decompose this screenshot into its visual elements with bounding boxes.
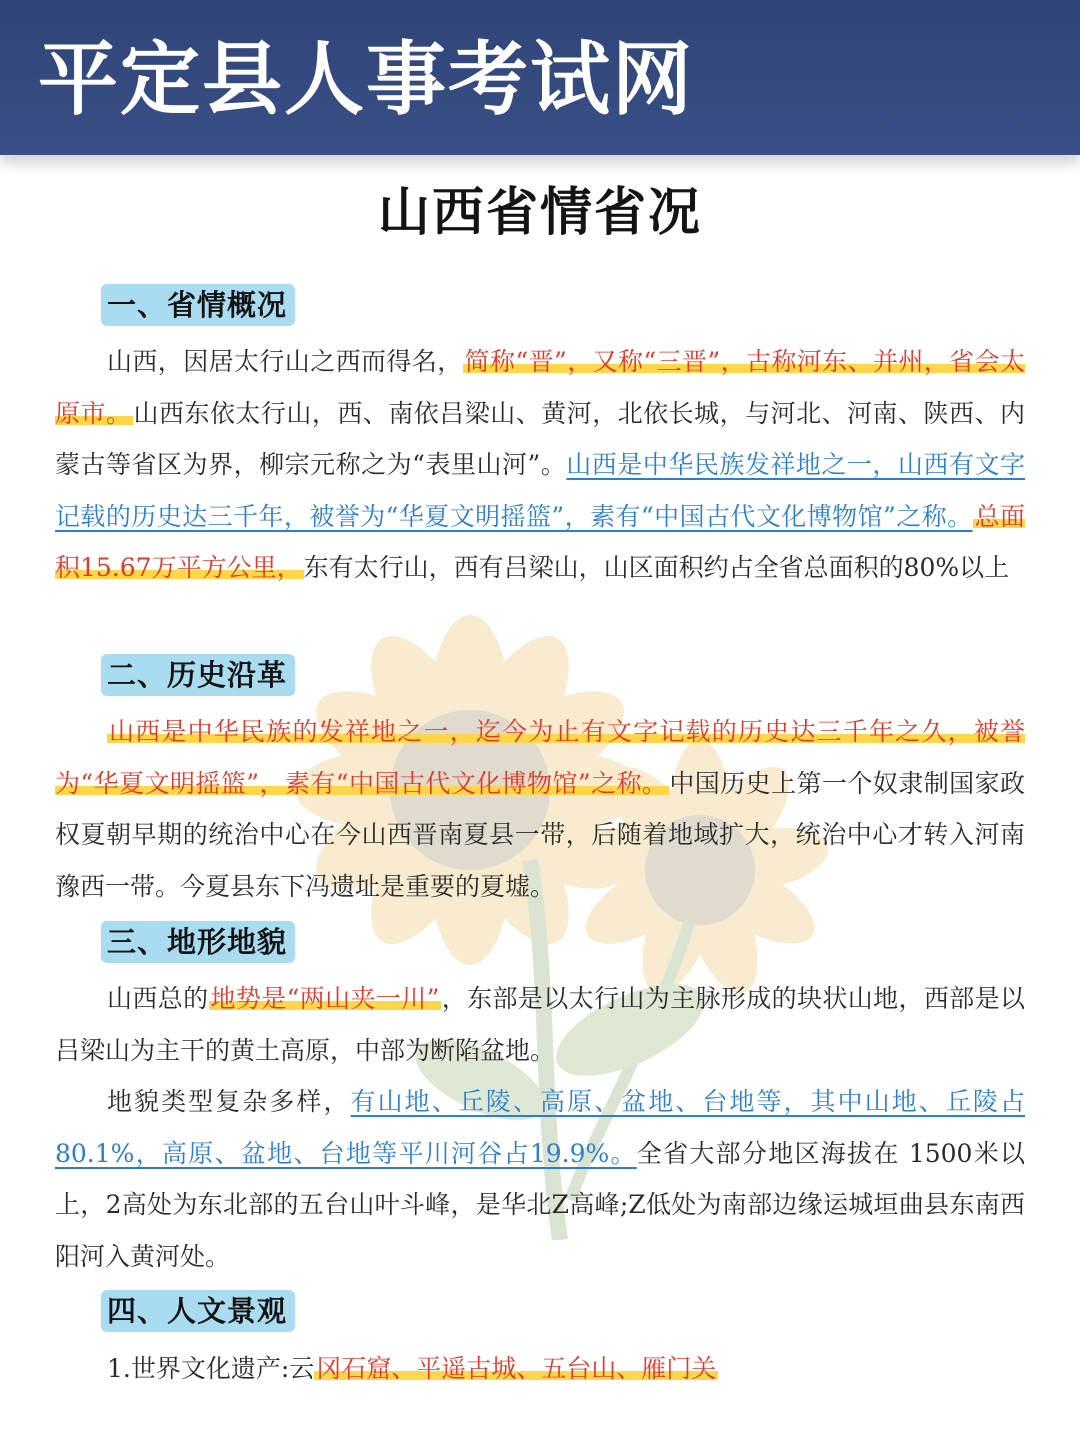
section-heading-culture: 四、人文景观: [101, 1290, 295, 1332]
section-heading-overview: 一、省情概况: [101, 284, 295, 326]
highlight-text: 冈石窟、平遥古城、五台山、雁门关: [316, 1354, 717, 1383]
paragraph-terrain-2: [55, 1076, 1025, 1282]
text-run: 1.世界文化遗产:云: [107, 1354, 315, 1383]
section-heading-terrain: 三、地形地貌: [101, 921, 295, 963]
text-run: 地貌类型复杂多样，: [107, 1087, 351, 1116]
site-title: 平定县人事考试网: [38, 32, 694, 126]
text-run: 山西东依太行山，西、南依吕梁山、黄河，北依长城，与河北、河南、陕西、内蒙古等省区为界，柳宗元称之为“表里山河”。: [55, 398, 1025, 480]
text-run: 山西，因居太行山之西而得名，: [107, 347, 463, 376]
highlight-text: 山西是中华民族的发祥地之一，迄今为止有文字记载的历史达三千年之久，被誉为“华夏文明摇篮”，素有“中国古代文化博物馆”之称。: [55, 717, 1025, 798]
paragraph-history: [55, 706, 1025, 912]
highlight-text: 总面积15.67万平方公里，: [55, 501, 1025, 583]
page-title: 山西省情省况: [377, 182, 702, 243]
text-run: 山西总的: [107, 984, 209, 1013]
header-banner: [0, 0, 1080, 155]
highlight-text: 简称“晋”，又称“三晋”，古称河东、并州，省会太原市。: [55, 347, 1025, 428]
text-run: 全省大部分地区海拔在 1500米以上，2高处为东北部的五台山叶斗峰，是华北Z高峰;Z低处为南部边缘运城垣曲县东南西阳河入黄河处。: [55, 1138, 1025, 1271]
section-heading-history: 二、历史沿革: [101, 654, 295, 696]
paragraph-overview: [55, 336, 1025, 594]
underlined-text: 山西是中华民族发祥地之一，山西有文字记载的历史达三千年，被誉为“华夏文明摇篮”，素有“中国古代文化博物馆”之称。: [55, 450, 1025, 531]
text-run: ，东部是以太行山为主脉形成的块状山地，西部是以吕梁山为主干的黄土高原，中部为断陷盆地。: [55, 984, 1025, 1065]
paragraph-terrain-1: [55, 973, 1025, 1076]
text-run: 中国历史上第一个奴隶制国家政权夏朝早期的统治中心在今山西晋南夏县一带，后随着地域扩大，统治中心才转入河南豫西一带。今夏县东下冯遗址是重要的夏墟。: [55, 768, 1025, 901]
text-run: 东有太行山，西有吕梁山，山区面积约占全省总面积的80%以上: [303, 553, 1010, 583]
underlined-text: 有山地、丘陵、高原、盆地、台地等，其中山地、丘陵占80.1%，高原、盆地、台地等平川河谷占19.9%。: [55, 1087, 1025, 1168]
highlight-text: 地势是“两山夹一川”: [210, 984, 440, 1013]
paragraph-culture: [55, 1343, 1025, 1395]
